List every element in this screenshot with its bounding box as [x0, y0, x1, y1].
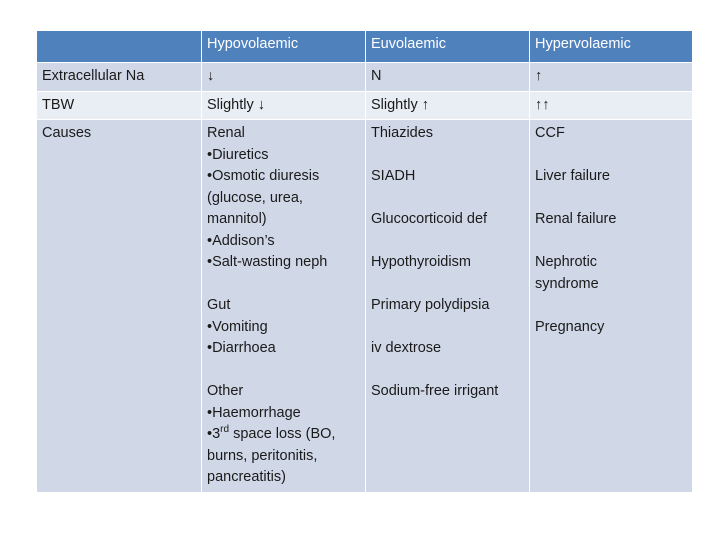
cause-line: •Addison’s [207, 232, 275, 249]
cause-line [207, 274, 360, 296]
cause-line: •Haemorrhage [207, 404, 301, 421]
cause-line-third-space [207, 424, 360, 446]
row-label: TBW [37, 91, 202, 120]
cell-causes-euvolaemic [366, 120, 530, 493]
cell-hypovolaemic: ↓ [202, 63, 366, 92]
cell-hypovolaemic: Slightly ↓ [202, 91, 366, 120]
cause-line: CCF [535, 125, 565, 141]
header-hypervolaemic: Hypervolaemic [530, 31, 693, 63]
cell-euvolaemic: Slightly ↑ [366, 91, 530, 120]
header-euvolaemic: Euvolaemic [366, 31, 530, 63]
cause-line: Nephrotic [535, 254, 598, 270]
cause-line [207, 360, 360, 382]
cause-line: Gut [207, 297, 231, 313]
cause-line: SIADH [371, 168, 416, 184]
cause-line: burns, peritonitis, [207, 447, 318, 464]
cause-line [535, 231, 687, 253]
cause-line [371, 274, 524, 296]
cause-line: syndrome [535, 275, 599, 292]
row-extracellular-na [37, 63, 693, 92]
cause-line: •Vomiting [207, 318, 268, 335]
cause-line: Renal failure [535, 211, 617, 227]
row-causes [37, 120, 693, 493]
cause-line [371, 360, 524, 382]
hyponatraemia-table [36, 30, 693, 493]
cause-line: Renal [207, 125, 245, 141]
cause-line: •Diuretics [207, 146, 269, 163]
cause-line: mannitol) [207, 211, 267, 227]
cause-line: Sodium-free irrigant [371, 383, 499, 399]
cause-line: iv dextrose [371, 340, 442, 356]
row-label: Causes [37, 120, 202, 493]
cause-line [535, 188, 687, 210]
cell-causes-hypervolaemic [530, 120, 693, 493]
cause-line [371, 231, 524, 253]
cause-line [371, 188, 524, 210]
cell-hypervolaemic: ↑↑ [530, 91, 693, 120]
cause-line [371, 317, 524, 339]
cause-line [371, 145, 524, 167]
header-row [37, 31, 693, 63]
cause-line [535, 295, 687, 317]
cause-line: •Diarrhoea [207, 340, 276, 356]
cell-euvolaemic: N [366, 63, 530, 92]
cause-line: Pregnancy [535, 318, 605, 335]
cell-causes-hypovolaemic [202, 120, 366, 493]
cause-line: •Salt-wasting neph [207, 254, 328, 270]
row-label: Extracellular Na [37, 63, 202, 92]
header-empty [37, 31, 202, 63]
cause-line: (glucose, urea, [207, 189, 303, 206]
cell-hypervolaemic: ↑ [530, 63, 693, 92]
cause-line: Other [207, 383, 244, 399]
row-tbw [37, 91, 693, 120]
cause-line: Thiazides [371, 125, 434, 141]
cause-line: pancreatitis) [207, 469, 286, 485]
cause-line [535, 145, 687, 167]
third-rest: space loss (BO, [229, 426, 336, 442]
third-bullet: •3 [207, 426, 221, 442]
cause-line: Hypothyroidism [371, 254, 471, 270]
cause-line: •Osmotic diuresis [207, 168, 320, 184]
cause-line: Liver failure [535, 168, 610, 184]
third-superscript: rd [220, 424, 230, 436]
cause-line: Primary polydipsia [371, 297, 490, 313]
header-hypovolaemic: Hypovolaemic [202, 31, 366, 63]
cause-line: Glucocorticoid def [371, 211, 488, 227]
